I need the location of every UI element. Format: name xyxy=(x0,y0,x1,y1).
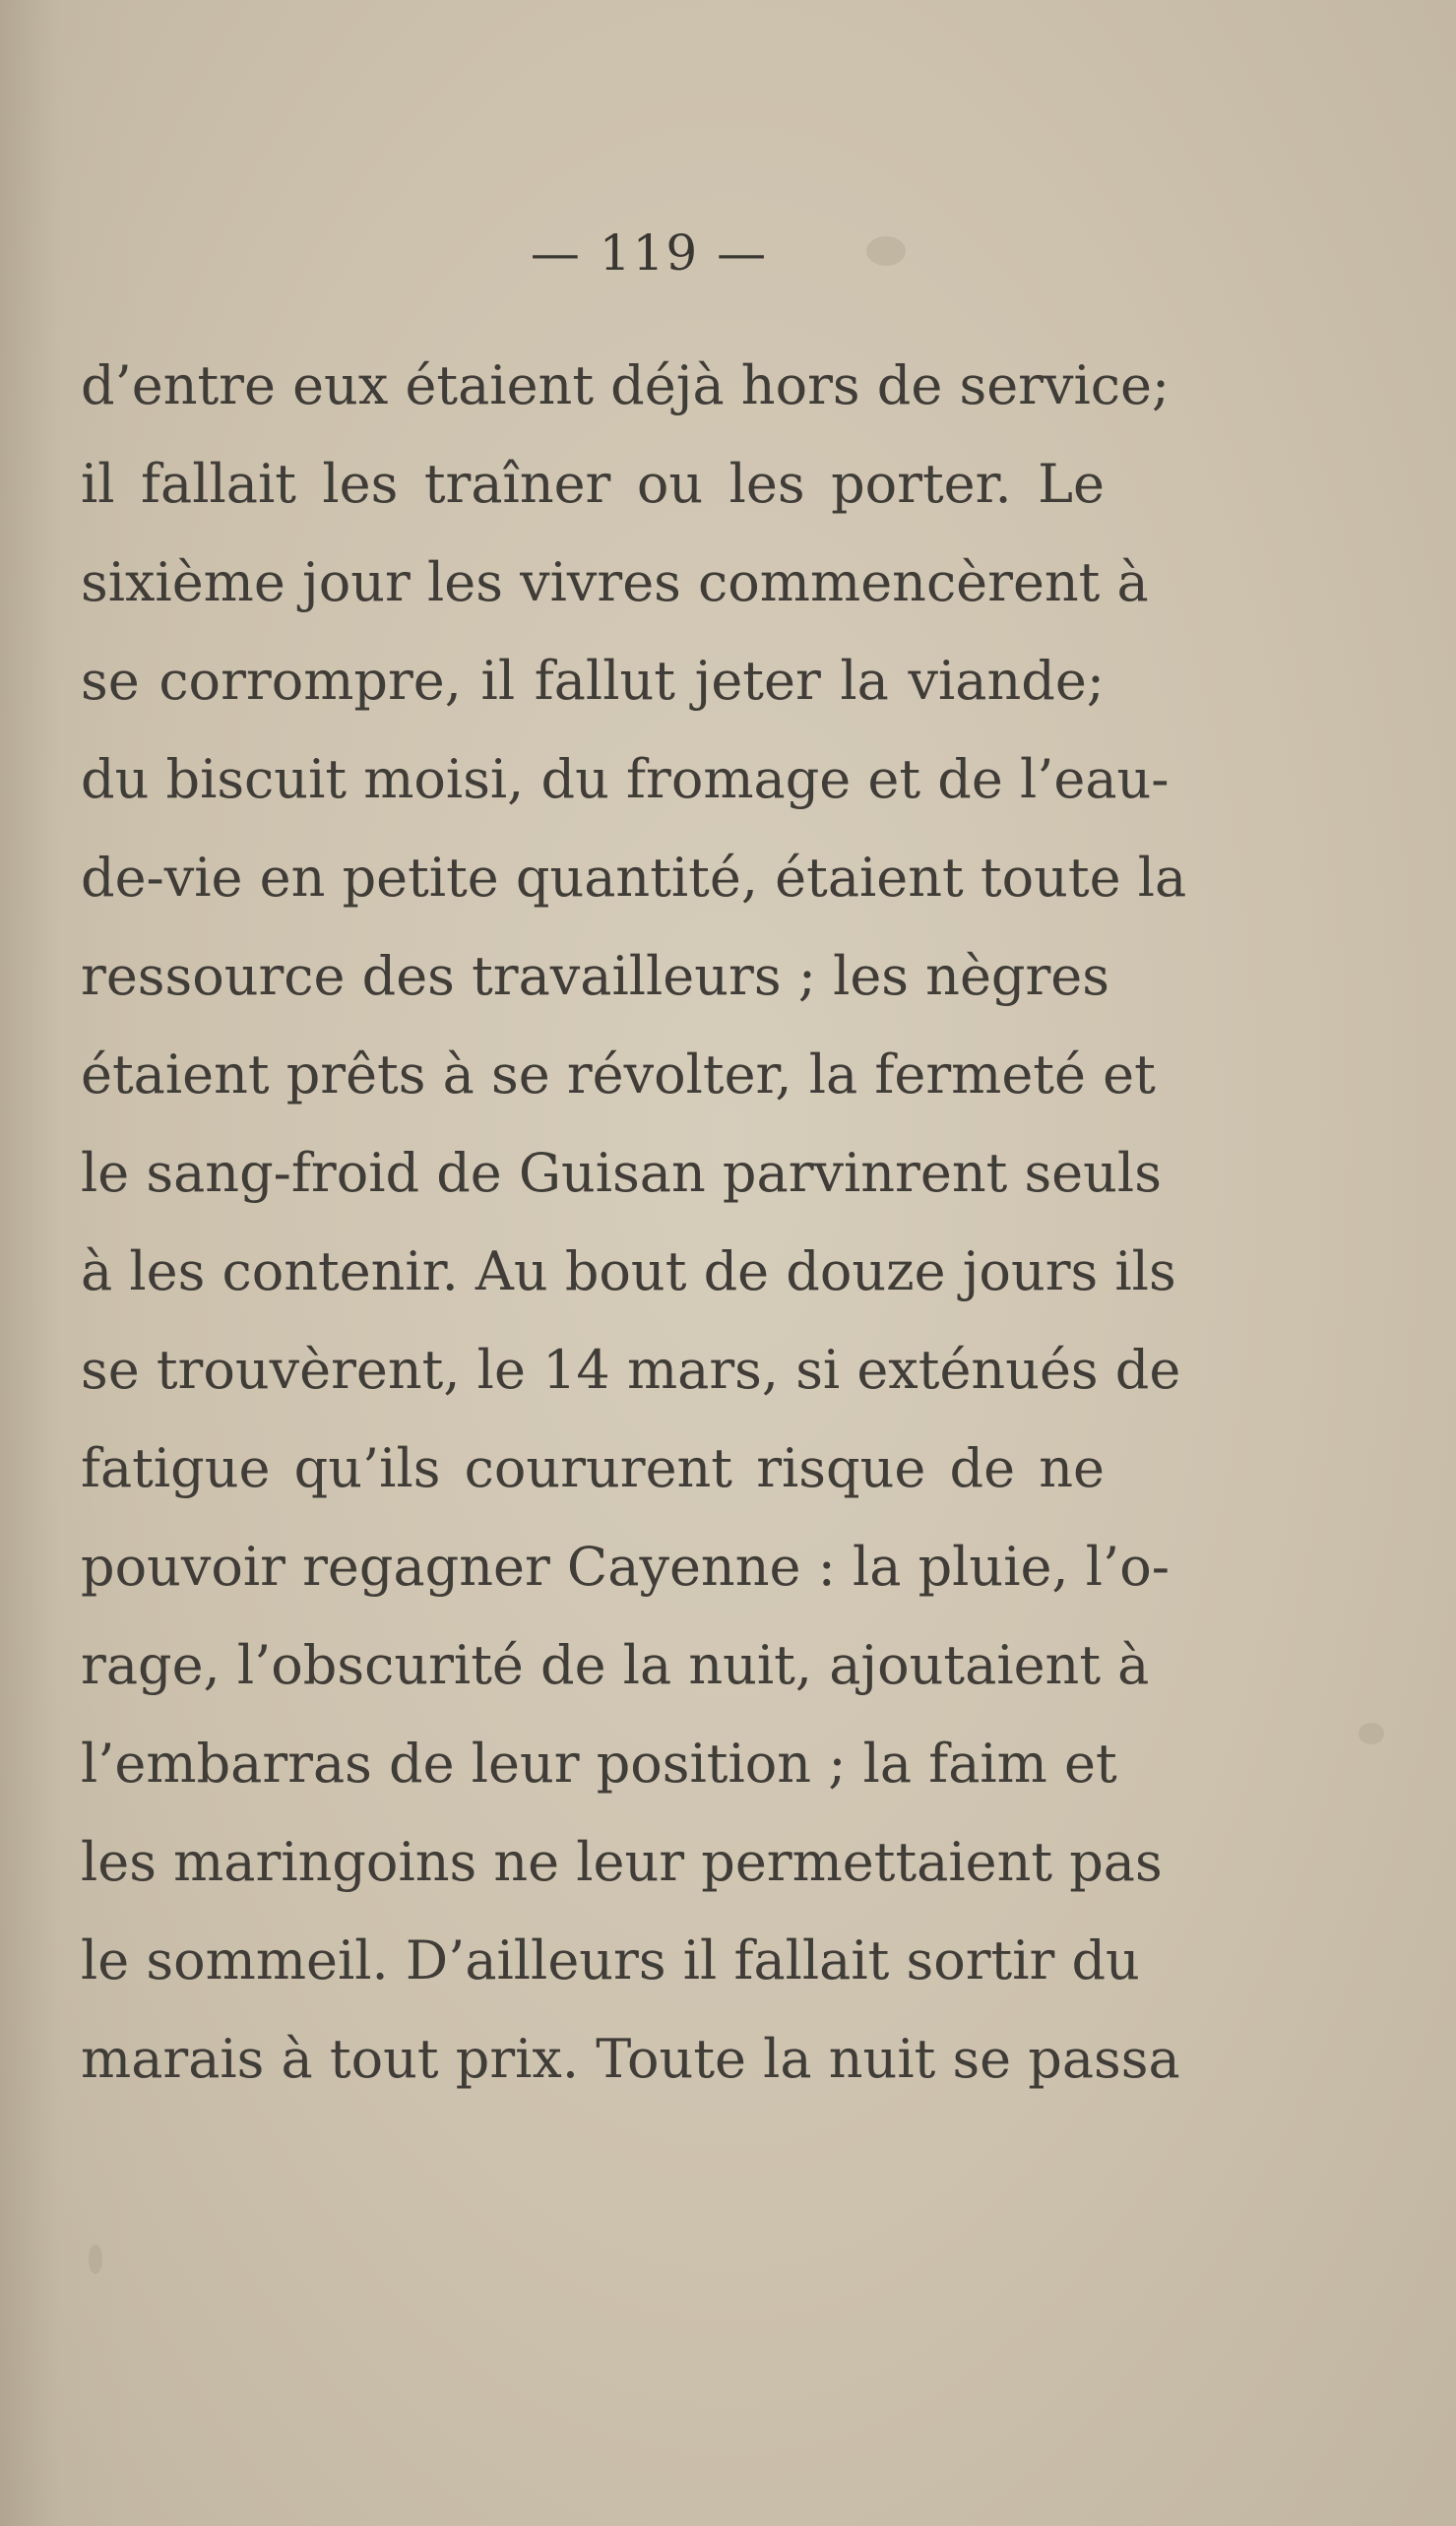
text-line: marais à tout prix. Toute la nuit se passa xyxy=(81,2028,1180,2090)
text-line: l’embarras de leur position ; la faim et xyxy=(81,1733,1117,1795)
text-line: du biscuit moisi, du fromage et de l’eau- xyxy=(81,748,1170,810)
text-line: fatigue qu’ils coururent risque de ne xyxy=(81,1437,1105,1499)
text-line: rage, l’obscurité de la nuit, ajoutaient à xyxy=(81,1634,1150,1696)
text-line: se corrompre, il fallut jeter la viande; xyxy=(81,650,1105,712)
text-line: le sang-froid de Guisan parvinrent seuls xyxy=(81,1142,1162,1204)
body-text xyxy=(81,337,1187,2109)
text-line: ressource des travailleurs ; les nègres xyxy=(81,945,1109,1007)
text-line: le sommeil. D’ailleurs il fallait sortir du xyxy=(81,1929,1140,1991)
page-number: — 119 — xyxy=(530,224,769,282)
text-line: à les contenir. Au bout de douze jours ils xyxy=(81,1240,1176,1302)
text-line: se trouvèrent, le 14 mars, si exténués de xyxy=(81,1339,1181,1401)
text-line: étaient prêts à se révolter, la fermeté et xyxy=(81,1043,1156,1105)
text-line: les maringoins ne leur permettaient pas xyxy=(81,1831,1163,1893)
paper-stain xyxy=(89,2244,102,2274)
text-line: de-vie en petite quantité, étaient toute la xyxy=(81,847,1187,909)
text-line: d’entre eux étaient déjà hors de service; xyxy=(81,354,1171,416)
paper-stain xyxy=(1359,1723,1384,1744)
text-line: il fallait les traîner ou les porter. Le xyxy=(81,453,1105,515)
text-line: pouvoir regagner Cayenne : la pluie, l’o- xyxy=(81,1536,1170,1598)
text-line: sixième jour les vivres commencèrent à xyxy=(81,551,1149,613)
